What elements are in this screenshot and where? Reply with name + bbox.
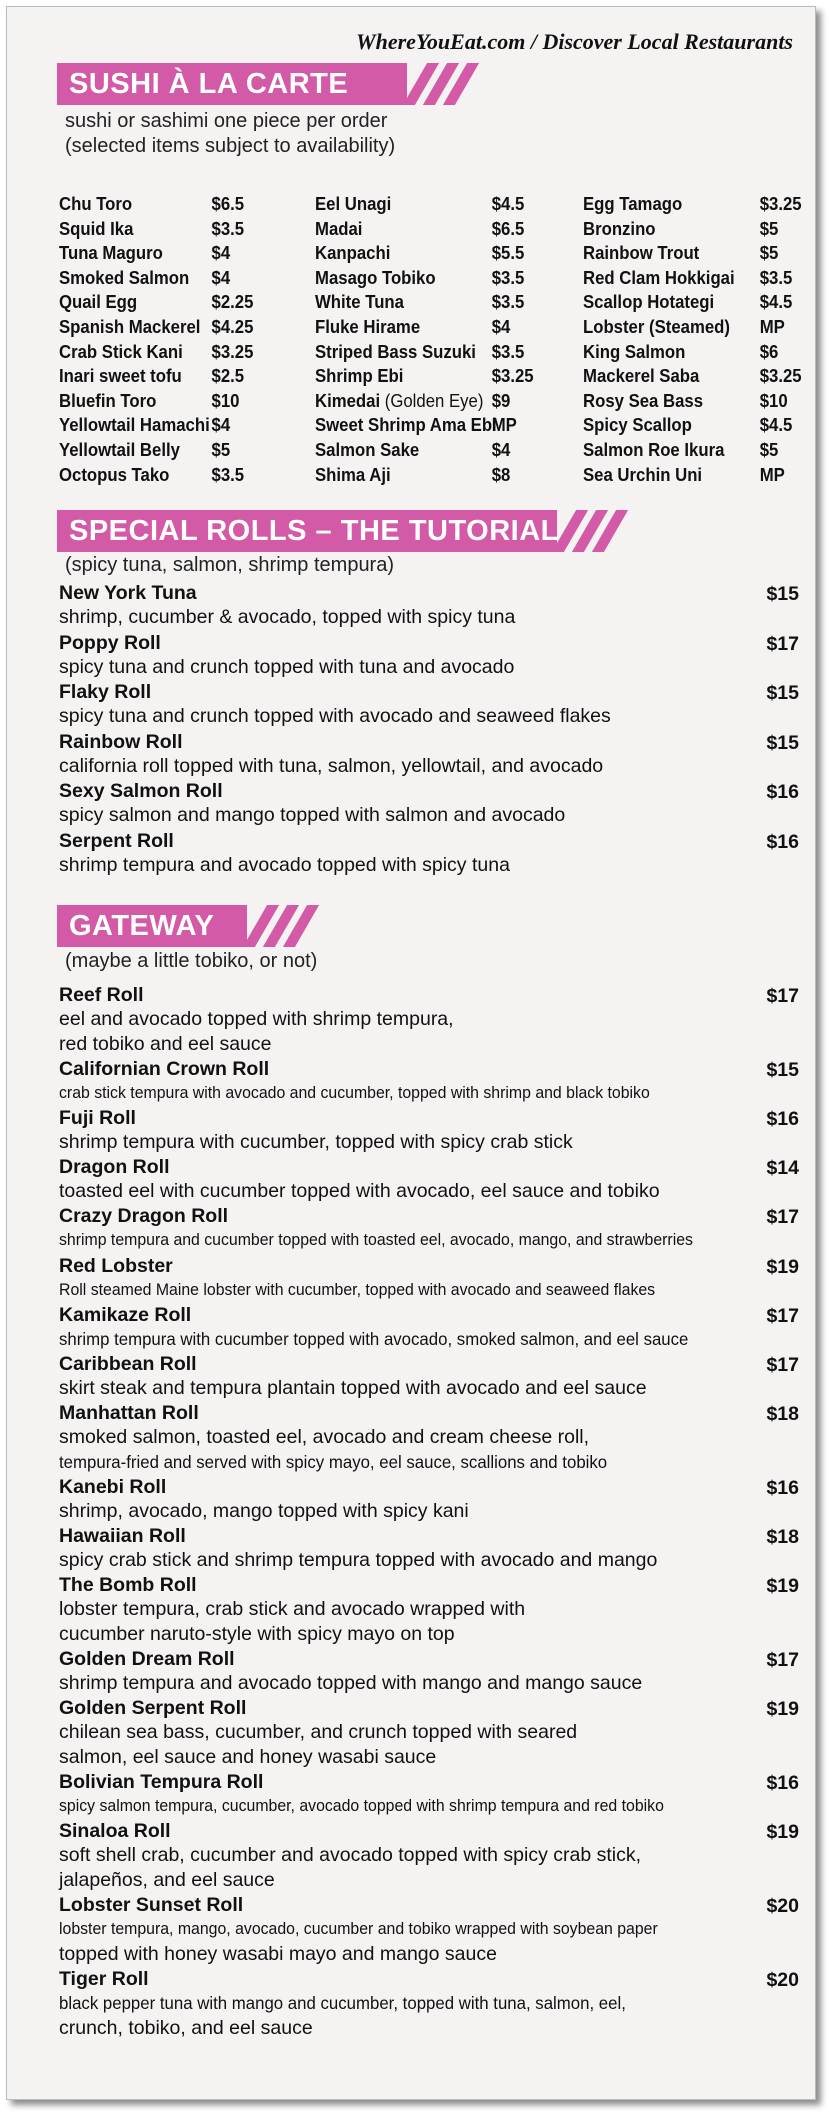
- sushi-item-note: (Golden Eye): [380, 390, 484, 411]
- roll-name: Golden Serpent Roll: [59, 1697, 247, 1720]
- gateway-banner: [57, 905, 247, 947]
- sushi-item-price: $6.5: [491, 218, 525, 239]
- sushi-item: [59, 342, 282, 367]
- sushi-item: [583, 317, 806, 342]
- sushi-item: [59, 440, 282, 465]
- sushi-item-price: $5.5: [491, 243, 525, 264]
- roll-price: $15: [766, 1058, 799, 1081]
- roll-item: [59, 1303, 799, 1352]
- roll-item: [59, 1696, 799, 1769]
- roll-name: Golden Dream Roll: [59, 1648, 235, 1671]
- sushi-item-price: $6: [759, 341, 779, 362]
- sushi-item-name: Inari sweet tofu: [59, 366, 182, 387]
- sushi-item: [583, 194, 806, 219]
- sushi-item-name: Mackerel Saba: [583, 366, 700, 387]
- sushi-item-name: Chu Toro: [59, 194, 133, 214]
- sushi-item-name: Sea Urchin Uni: [583, 464, 703, 485]
- sushi-item-name: Bluefin Toro: [59, 390, 157, 411]
- sushi-item-price: $3.25: [759, 366, 802, 387]
- roll-item: [59, 1524, 799, 1573]
- menu-page: [6, 6, 816, 2100]
- roll-price: $15: [766, 583, 799, 605]
- sushi-item-name: Spanish Mackerel: [59, 316, 201, 337]
- sushi-item-price: $3.5: [759, 267, 793, 288]
- roll-item: [59, 1254, 799, 1303]
- sushi-item: [583, 243, 806, 268]
- roll-item: [59, 779, 799, 828]
- sushi-item-price: $4: [491, 439, 511, 460]
- roll-name: Rainbow Roll: [59, 730, 183, 753]
- sushi-item-price: $3.25: [759, 194, 802, 214]
- sushi-item: [59, 292, 282, 317]
- roll-item: [59, 1475, 799, 1524]
- sushi-item: [59, 317, 282, 342]
- sushi-item-name: Madai: [315, 218, 363, 239]
- sushi-item-name: White Tuna: [315, 292, 404, 313]
- sushi-item-price: $3.5: [491, 267, 525, 288]
- roll-item: [59, 829, 799, 878]
- sushi-item-price: $4: [211, 243, 231, 264]
- sushi-item-name: Yellowtail Hamachi: [59, 415, 210, 436]
- sushi-item: [59, 243, 282, 268]
- sushi-item: [315, 415, 557, 440]
- roll-description: toasted eel with cucumber topped with avocado, eel sauce and tobiko: [59, 1180, 660, 1203]
- sushi-item-name: Egg Tamago: [583, 194, 683, 214]
- sushi-item: [315, 391, 557, 416]
- sushi-item: [583, 268, 806, 293]
- sushi-item-price: $4.5: [759, 292, 793, 313]
- roll-item: [59, 631, 799, 680]
- sushi-item: [59, 219, 282, 244]
- sushi-item: [315, 268, 557, 293]
- sushi-item-price: $3.25: [491, 366, 534, 387]
- sushi-item-name: Striped Bass Suzuki: [315, 341, 476, 362]
- gateway-subtitle: (maybe a little tobiko, or not): [65, 950, 318, 972]
- sushi-item-name: Red Clam Hokkigai: [583, 267, 735, 288]
- roll-price: $18: [766, 1403, 799, 1426]
- sushi-column-2: [315, 194, 575, 489]
- roll-name: Tiger Roll: [59, 1968, 149, 1990]
- special-title: SPECIAL ROLLS – THE TUTORIAL: [69, 515, 559, 547]
- sushi-item-name: Tuna Maguro: [59, 243, 163, 264]
- roll-price: $15: [766, 731, 799, 754]
- roll-item: [59, 1401, 799, 1474]
- sushi-item-price: MP: [491, 415, 517, 436]
- roll-description: lobster tempura, crab stick and avocado wrapped with: [59, 1598, 526, 1621]
- roll-description: spicy crab stick and shrimp tempura topped with avocado and mango: [59, 1549, 658, 1572]
- roll-name: Bolivian Tempura Roll: [59, 1771, 264, 1794]
- sushi-item-price: $10: [211, 390, 240, 411]
- sushi-item-name: Spicy Scallop: [583, 415, 692, 436]
- roll-description: crab stick tempura with avocado and cucumber, topped with shrimp and black tobiko: [59, 1083, 650, 1102]
- roll-item: [59, 1204, 799, 1253]
- roll-item: [59, 983, 799, 1056]
- roll-price: $17: [766, 632, 799, 655]
- sushi-item-price: $2.5: [211, 366, 245, 387]
- sushi-item-price: $4: [211, 267, 231, 288]
- sushi-item: [583, 366, 806, 391]
- roll-description: lobster tempura, mango, avocado, cucumber and tobiko wrapped with soybean paper: [59, 1920, 658, 1939]
- sushi-item-name: Masago Tobiko: [315, 267, 436, 288]
- special-subtitle: (spicy tuna, salmon, shrimp tempura): [65, 554, 395, 576]
- sushi-item: [315, 440, 557, 465]
- roll-item: [59, 1155, 799, 1204]
- roll-name: Sinaloa Roll: [59, 1820, 171, 1843]
- sushi-item-name: Salmon Sake: [315, 439, 420, 460]
- roll-description: salmon, eel sauce and honey wasabi sauce: [59, 1745, 437, 1768]
- sushi-item: [583, 465, 806, 490]
- sushi-item: [583, 415, 806, 440]
- roll-name: Lobster Sunset Roll: [59, 1894, 244, 1917]
- sushi-item-name: Rosy Sea Bass: [583, 390, 704, 411]
- roll-price: $18: [766, 1526, 799, 1549]
- roll-description: crunch, tobiko, and eel sauce: [59, 2016, 313, 2039]
- sushi-item-name: Smoked Salmon: [59, 267, 190, 288]
- sushi-item-name: Quail Egg: [59, 292, 138, 313]
- roll-description: smoked salmon, toasted eel, avocado and cream cheese roll,: [59, 1426, 590, 1449]
- sushi-item: [59, 415, 282, 440]
- roll-description: shrimp tempura and cucumber topped with toasted eel, avocado, mango, and strawberries: [59, 1231, 693, 1250]
- roll-price: $16: [766, 831, 799, 853]
- sushi-item-name: Shrimp Ebi: [315, 366, 404, 387]
- roll-description: spicy tuna and crunch topped with tuna and avocado: [59, 655, 515, 678]
- roll-description: shrimp, cucumber & avocado, topped with spicy tuna: [59, 606, 516, 628]
- sushi-item-name: Scallop Hotategi: [583, 292, 715, 313]
- sushi-subtitle-1: sushi or sashimi one piece per order: [65, 110, 388, 132]
- sushi-item: [59, 366, 282, 391]
- roll-price: $14: [766, 1157, 799, 1180]
- roll-price: $15: [766, 682, 799, 705]
- sushi-item-name: Yellowtail Belly: [59, 439, 180, 460]
- roll-price: $19: [766, 1821, 799, 1844]
- sushi-item-price: $3.5: [211, 464, 245, 485]
- sushi-item-name: Crab Stick Kani: [59, 341, 183, 362]
- roll-item: [59, 1057, 799, 1106]
- roll-name: Fuji Roll: [59, 1107, 136, 1129]
- roll-description: red tobiko and eel sauce: [59, 1032, 272, 1055]
- roll-name: Crazy Dragon Roll: [59, 1205, 229, 1228]
- roll-price: $16: [766, 1772, 799, 1795]
- sushi-item-name: Eel Unagi: [315, 194, 392, 214]
- sushi-item-price: $3.25: [211, 341, 254, 362]
- site-label: WhereYouEat.com / Discover Local Restaurants: [356, 29, 793, 54]
- roll-name: Kanebi Roll: [59, 1476, 167, 1498]
- roll-price: $17: [766, 1206, 799, 1229]
- roll-item: [59, 581, 799, 630]
- sushi-item-price: $4: [491, 316, 511, 337]
- roll-price: $20: [766, 1895, 799, 1918]
- roll-name: Californian Crown Roll: [59, 1057, 270, 1080]
- roll-name: Dragon Roll: [59, 1156, 170, 1179]
- sushi-item-name: Sweet Shrimp Ama Ebi: [315, 415, 497, 436]
- sushi-item: [315, 292, 557, 317]
- roll-name: Flaky Roll: [59, 681, 152, 704]
- roll-price: $19: [766, 1698, 799, 1721]
- roll-description: cucumber naruto-style with spicy mayo on top: [59, 1622, 455, 1645]
- sushi-item-name: Lobster (Steamed): [583, 316, 730, 337]
- sushi-item: [315, 219, 557, 244]
- roll-description: shrimp, avocado, mango topped with spicy kani: [59, 1500, 469, 1522]
- roll-name: Kamikaze Roll: [59, 1303, 192, 1326]
- sushi-item-name: Salmon Roe Ikura: [583, 439, 725, 460]
- roll-description: soft shell crab, cucumber and avocado topped with spicy crab stick,: [59, 1844, 642, 1867]
- roll-description: topped with honey wasabi mayo and mango sauce: [59, 1942, 497, 1965]
- roll-description: jalapeños, and eel sauce: [59, 1868, 275, 1891]
- roll-description: skirt steak and tempura plantain topped with avocado and eel sauce: [59, 1377, 647, 1399]
- roll-name: New York Tuna: [59, 582, 197, 604]
- roll-name: Poppy Roll: [59, 631, 161, 654]
- roll-name: Red Lobster: [59, 1254, 173, 1277]
- sushi-item-price: $3.5: [491, 341, 525, 362]
- roll-name: Hawaiian Roll: [59, 1525, 186, 1548]
- roll-price: $17: [766, 1354, 799, 1376]
- sushi-item: [59, 194, 282, 219]
- sushi-banner: [57, 63, 407, 105]
- sushi-item: [583, 219, 806, 244]
- sushi-subtitle-2: (selected items subject to availability): [65, 135, 396, 157]
- sushi-item-price: $2.25: [211, 292, 254, 313]
- roll-name: Manhattan Roll: [59, 1402, 199, 1425]
- roll-item: [59, 1573, 799, 1646]
- sushi-item-name: Shima Aji: [315, 464, 391, 485]
- roll-description: eel and avocado topped with shrimp tempura,: [59, 1008, 454, 1030]
- sushi-item-price: $6.5: [211, 194, 245, 214]
- roll-price: $20: [766, 1969, 799, 1991]
- roll-price: $19: [766, 1575, 799, 1598]
- sushi-item-price: $3.5: [211, 218, 245, 239]
- sushi-item-price: $8: [491, 464, 511, 485]
- sushi-item-name: Rainbow Trout: [583, 243, 700, 264]
- roll-description: black pepper tuna with mango and cucumber, topped with tuna, salmon, eel,: [59, 1993, 626, 2013]
- roll-price: $19: [766, 1255, 799, 1278]
- roll-price: $16: [766, 1477, 799, 1499]
- roll-item: [59, 1819, 799, 1892]
- roll-name: Serpent Roll: [59, 830, 174, 852]
- roll-name: Sexy Salmon Roll: [59, 780, 223, 803]
- roll-description: california roll topped with tuna, salmon, yellowtail, and avocado: [59, 754, 604, 777]
- roll-description: shrimp tempura and avocado topped with spicy tuna: [59, 854, 510, 876]
- sushi-item: [59, 391, 282, 416]
- sushi-item-price: $3.5: [491, 292, 525, 313]
- sushi-item-price: $4.25: [211, 316, 254, 337]
- sushi-item-name: Bronzino: [583, 218, 656, 239]
- roll-description: spicy salmon and mango topped with salmon and avocado: [59, 804, 566, 827]
- sushi-title: SUSHI À LA CARTE: [69, 68, 349, 100]
- roll-item: [59, 1647, 799, 1696]
- sushi-item-price: $9: [491, 390, 511, 411]
- sushi-item-price: $5: [759, 218, 779, 239]
- sushi-item: [583, 391, 806, 416]
- roll-name: Reef Roll: [59, 984, 144, 1006]
- sushi-item-price: MP: [759, 316, 785, 337]
- sushi-item-price: $5: [759, 439, 779, 460]
- sushi-item: [59, 465, 282, 490]
- sushi-item-name: Kimedai (Golden Eye): [315, 390, 484, 411]
- sushi-item: [59, 268, 282, 293]
- roll-description: shrimp tempura and avocado topped with mango and mango sauce: [59, 1672, 643, 1695]
- roll-price: $16: [766, 781, 799, 804]
- roll-description: Roll steamed Maine lobster with cucumber, topped with avocado and seaweed flakes: [59, 1280, 656, 1299]
- sushi-item-name: Fluke Hirame: [315, 316, 421, 337]
- sushi-item: [315, 366, 557, 391]
- roll-description: shrimp tempura with cucumber topped with avocado, smoked salmon, and eel sauce: [59, 1328, 689, 1349]
- roll-description: chilean sea bass, cucumber, and crunch topped with seared: [59, 1721, 578, 1744]
- sushi-item-price: MP: [759, 464, 785, 485]
- roll-price: $17: [766, 1304, 799, 1327]
- sushi-item: [315, 243, 557, 268]
- sushi-item-name: Squid Ika: [59, 218, 134, 239]
- sushi-item: [315, 342, 557, 367]
- roll-name: The Bomb Roll: [59, 1574, 197, 1597]
- sushi-item-price: $4.5: [759, 415, 793, 436]
- sushi-column-1: [59, 194, 299, 489]
- sushi-item-price: $5: [211, 439, 231, 460]
- sushi-item-name: King Salmon: [583, 341, 686, 362]
- roll-description: tempura-fried and served with spicy mayo, eel sauce, scallions and tobiko: [59, 1451, 608, 1472]
- gateway-title: GATEWAY: [69, 910, 215, 942]
- roll-item: [59, 1352, 799, 1401]
- roll-description: spicy tuna and crunch topped with avocado and seaweed flakes: [59, 705, 611, 728]
- sushi-item-price: $10: [759, 390, 788, 411]
- sushi-item: [583, 292, 806, 317]
- roll-item: [59, 1893, 799, 1966]
- roll-item: [59, 1770, 799, 1819]
- roll-price: $17: [766, 1649, 799, 1672]
- special-banner: [57, 510, 557, 552]
- roll-item: [59, 1967, 799, 2040]
- roll-item: [59, 680, 799, 729]
- sushi-item-price: $5: [759, 243, 779, 264]
- sushi-item: [583, 440, 806, 465]
- roll-item: [59, 730, 799, 779]
- roll-price: $17: [766, 985, 799, 1007]
- sushi-item-name: Octopus Tako: [59, 464, 170, 485]
- sushi-item-price: $4.5: [491, 194, 525, 214]
- sushi-item-price: $4: [211, 415, 231, 436]
- roll-description: shrimp tempura with cucumber, topped with spicy crab stick: [59, 1131, 573, 1153]
- sushi-item: [315, 465, 557, 490]
- roll-name: Caribbean Roll: [59, 1353, 197, 1375]
- roll-item: [59, 1106, 799, 1155]
- roll-description: spicy salmon tempura, cucumber, avocado topped with shrimp tempura and red tobiko: [59, 1797, 664, 1816]
- roll-price: $16: [766, 1108, 799, 1130]
- sushi-column-3: [583, 194, 816, 489]
- sushi-item: [315, 194, 557, 219]
- sushi-item: [315, 317, 557, 342]
- sushi-item-name: Kanpachi: [315, 243, 391, 264]
- sushi-item: [583, 342, 806, 367]
